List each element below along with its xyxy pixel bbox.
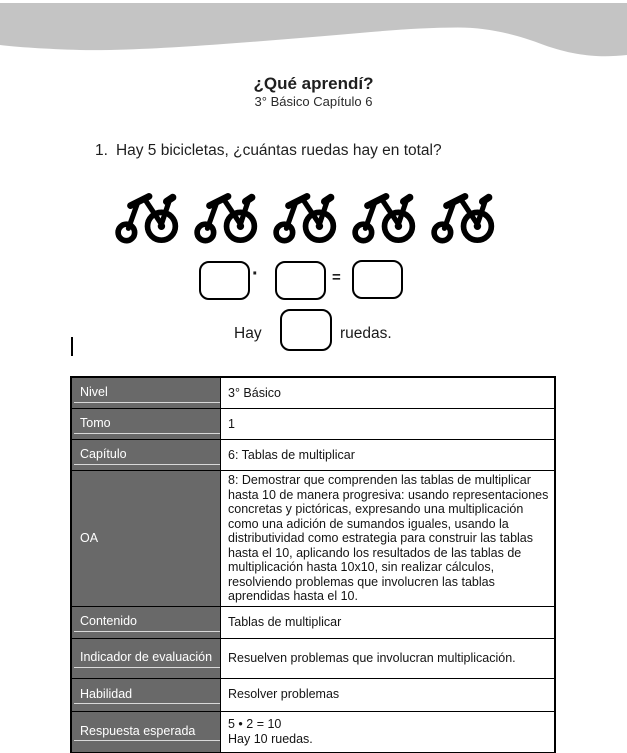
row-label: Habilidad	[74, 685, 220, 705]
table-row-oa	[71, 471, 555, 607]
answer-box-factor-1[interactable]	[199, 261, 250, 300]
table-row-habilidad	[71, 678, 555, 711]
expected-answer-line-2: Hay 10 ruedas.	[228, 731, 313, 746]
multiply-dot: ·	[252, 263, 259, 285]
table-row-capitulo	[71, 440, 555, 471]
row-label: Tomo	[74, 414, 220, 434]
question-number: 1.	[95, 142, 108, 159]
row-value-cell: 8: Demostrar que comprenden las tablas de multiplicar hasta 10 de manera progresiva: usando representaciones concretas y pictóricas, expresando una multiplicación como una adición de sumandos iguales, usando la distributividad como estrategia para construir las tablas hasta el 10, aplicando los resultados de las tablas de multiplicación hasta 10x10, sin realizar cálculos, resolviendo problemas que involucren las tablas aprendidas hasta el 10.	[221, 471, 556, 607]
question-1	[95, 142, 442, 160]
answer-sentence-prefix: Hay	[234, 325, 262, 342]
text-cursor	[71, 337, 73, 356]
bicycle-icon	[114, 188, 180, 246]
table-row-indicador	[71, 638, 555, 678]
answer-sentence-suffix: ruedas.	[340, 325, 392, 342]
row-label: Respuesta esperada	[74, 722, 220, 742]
row-label-cell	[71, 678, 221, 711]
table-row-respuesta	[71, 711, 555, 752]
answer-box-factor-2[interactable]	[275, 261, 326, 300]
row-value-cell: Tablas de multiplicar	[221, 606, 556, 638]
lesson-info-table	[70, 376, 556, 753]
row-label: Contenido	[74, 612, 220, 632]
bicycle-row	[114, 188, 496, 246]
answer-box-product[interactable]	[352, 260, 403, 299]
row-value-cell: 6: Tablas de multiplicar	[221, 440, 556, 471]
row-label-cell	[71, 377, 221, 409]
bicycle-icon	[272, 188, 338, 246]
expected-answer-line-1: 5 • 2 = 10	[228, 717, 282, 731]
row-label-cell	[71, 711, 221, 752]
table-row-nivel	[71, 377, 555, 409]
answer-box-total-wheels[interactable]	[280, 309, 332, 351]
page-subtitle: 3° Básico Capítulo 6	[254, 94, 373, 109]
row-value-cell: 3° Básico	[221, 377, 556, 409]
row-label-cell	[71, 606, 221, 638]
row-label: Indicador de evaluación	[74, 648, 220, 668]
row-label-cell	[71, 471, 221, 607]
row-label: Capítulo	[74, 445, 220, 465]
question-text: Hay 5 bicicletas, ¿cuántas ruedas hay en total?	[115, 142, 442, 159]
header-wave-decoration	[0, 0, 627, 62]
equals-sign: =	[332, 269, 341, 286]
bicycle-icon	[193, 188, 259, 246]
row-label: Nivel	[74, 383, 220, 403]
bicycle-icon	[351, 188, 417, 246]
row-value-cell: 1	[221, 409, 556, 440]
page-title: ¿Qué aprendí?	[253, 74, 374, 93]
row-value-cell: Resolver problemas	[221, 678, 556, 711]
table-row-contenido	[71, 606, 555, 638]
row-label-cell	[71, 638, 221, 678]
row-value-cell: Resuelven problemas que involucran multiplicación.	[221, 638, 556, 678]
row-label-cell	[71, 409, 221, 440]
row-label-cell	[71, 440, 221, 471]
row-label: OA	[80, 531, 99, 545]
row-value-cell	[221, 711, 556, 752]
table-row-tomo	[71, 409, 555, 440]
bicycle-icon	[430, 188, 496, 246]
